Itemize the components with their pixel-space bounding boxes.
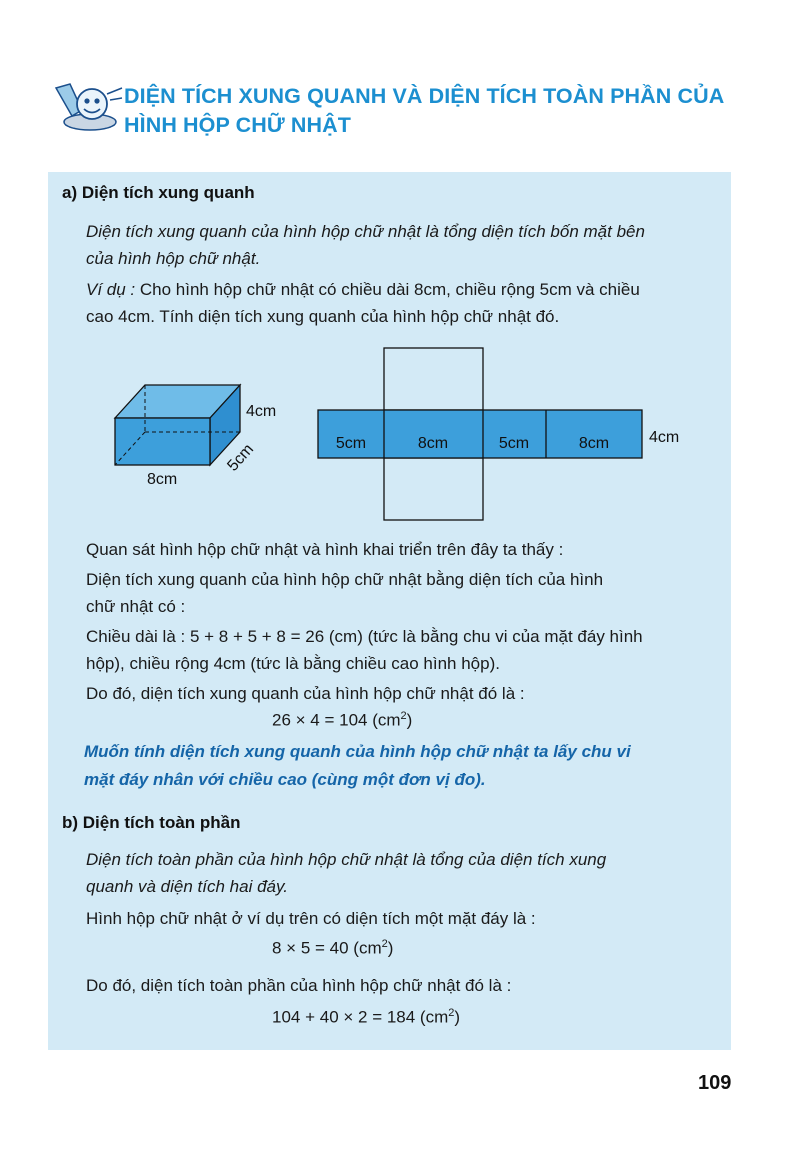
text-line: Hình hộp chữ nhật ở ví dụ trên có diện tích một mặt đáy là : — [86, 909, 536, 928]
explanation-text — [86, 536, 716, 707]
net-cell-label: 8cm — [417, 435, 449, 452]
text-line: Diện tích xung quanh của hình hộp chữ nhật bằng diện tích của hình — [86, 570, 604, 589]
box-height-label: 4cm — [246, 403, 277, 420]
formula-text: ) — [387, 938, 394, 958]
formula-text: ) — [454, 1007, 461, 1027]
formula-base-area — [272, 938, 393, 959]
box-figure — [115, 385, 276, 488]
net-height-label: 4cm — [649, 429, 680, 446]
box-width-label: 5cm — [224, 440, 258, 475]
formula-sup: 2 — [400, 710, 407, 722]
text-line: chữ nhật có : — [86, 597, 186, 616]
definition-line: Diện tích xung quanh của hình hộp chữ nhật là tổng diện tích bốn mặt bên — [86, 222, 645, 241]
text-line: Quan sát hình hộp chữ nhật và hình khai triển trên đây ta thấy : — [86, 540, 564, 559]
lateral-area-rule — [84, 738, 714, 794]
section-b-definition — [86, 846, 716, 900]
example-label: Ví dụ : — [86, 280, 136, 299]
rule-line: Muốn tính diện tích xung quanh của hình hộp chữ nhật ta lấy chu vi — [84, 742, 631, 761]
text-line: Do đó, diện tích toàn phần của hình hộp chữ nhật đó là : — [86, 976, 512, 995]
text-line: Chiều dài là : 5 + 8 + 5 + 8 = 26 (cm) (tức là bằng chu vi của mặt đáy hình — [86, 627, 643, 646]
formula-lateral-area — [272, 710, 412, 731]
rule-line: mặt đáy nhân với chiều cao (cùng một đơn vị đo). — [84, 770, 486, 789]
net-figure — [318, 348, 679, 520]
figures — [0, 0, 792, 540]
definition-line: quanh và diện tích hai đáy. — [86, 877, 288, 896]
box-length-label: 8cm — [147, 471, 178, 488]
formula-text: ) — [406, 710, 413, 730]
net-cell-label: 8cm — [578, 435, 610, 452]
formula-text: 26 × 4 = 104 (cm — [272, 710, 401, 730]
example-line: Cho hình hộp chữ nhật có chiều dài 8cm, chiều rộng 5cm và chiều — [135, 280, 640, 299]
definition-line: Diện tích toàn phần của hình hộp chữ nhật là tổng của diện tích xung — [86, 850, 607, 869]
formula-total-area — [272, 1007, 460, 1028]
section-b-heading: b) Diện tích toàn phần — [62, 813, 241, 832]
example-line: cao 4cm. Tính diện tích xung quanh của hình hộp chữ nhật đó. — [86, 307, 560, 326]
title-line-2: HÌNH HỘP CHỮ NHẬT — [124, 113, 351, 137]
definition-line: của hình hộp chữ nhật. — [86, 249, 261, 268]
text-line: hộp), chiều rộng 4cm (tức là bằng chiều cao hình hộp). — [86, 654, 500, 673]
text-line: Do đó, diện tích xung quanh của hình hộp chữ nhật đó là : — [86, 684, 525, 703]
formula-sup: 2 — [381, 938, 388, 950]
net-cell-label: 5cm — [498, 435, 530, 452]
formula-text: 104 + 40 × 2 = 184 (cm — [272, 1007, 449, 1027]
page-number: 109 — [698, 1072, 732, 1094]
section-a-heading: a) Diện tích xung quanh — [62, 183, 255, 202]
net-cell-label: 5cm — [335, 435, 367, 452]
title-line-1: DIỆN TÍCH XUNG QUANH VÀ DIỆN TÍCH TOÀN PHẦN CỦA — [124, 84, 725, 108]
formula-sup: 2 — [448, 1007, 455, 1019]
formula-text: 8 × 5 = 40 (cm — [272, 938, 382, 958]
